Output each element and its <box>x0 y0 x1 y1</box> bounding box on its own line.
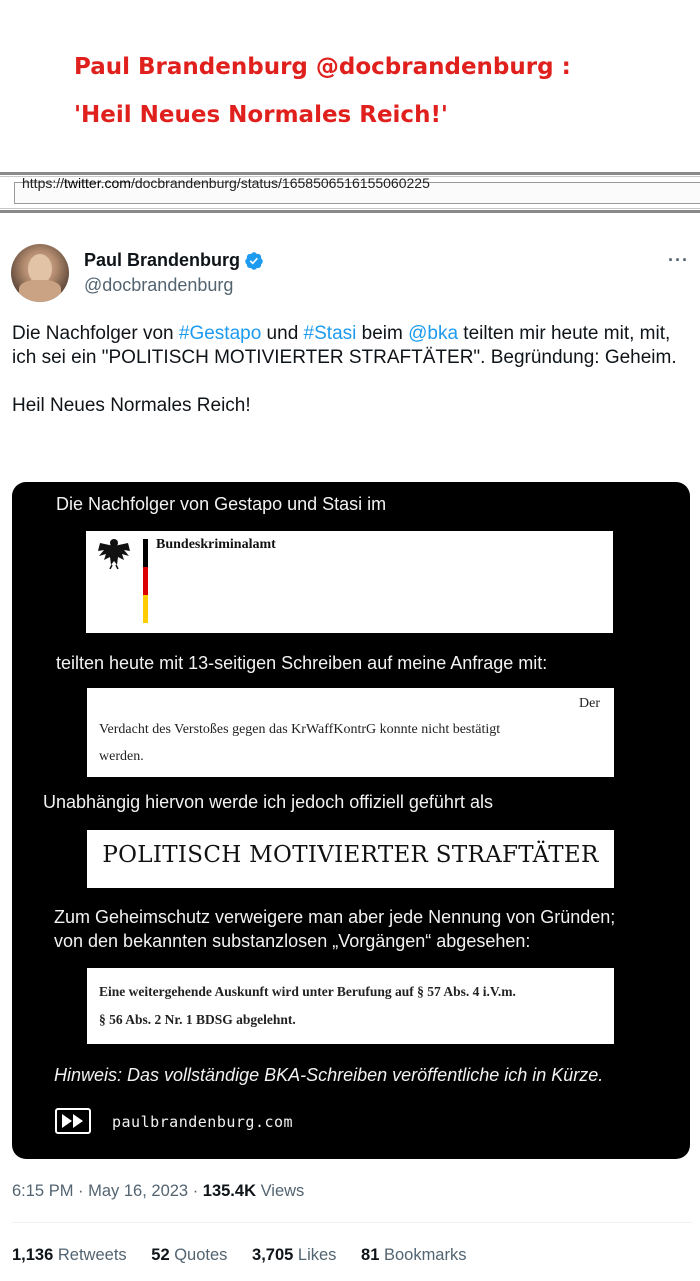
retweets-stat[interactable]: 1,136 Retweets <box>12 1246 127 1264</box>
tweet-paragraph-1: Die Nachfolger von #Gestapo und #Stasi beim @bka teilten mir heute mit, mit, ich sei ein "POLITISCH MOTIVIERTER STRAFTÄTER". Begründung: Geheim. <box>12 323 677 368</box>
url-bar <box>0 172 700 216</box>
more-options-icon[interactable]: ··· <box>668 250 689 270</box>
image-line-2: teilten heute mit 13-seitigen Schreiben auf meine Anfrage mit: <box>56 653 548 673</box>
views-count: 135.4K <box>202 1182 256 1200</box>
headline-line-2: 'Heil Neues Normales Reich!' <box>74 102 448 128</box>
divider <box>12 1222 692 1223</box>
quote-box-2: Eine weitergehende Auskunft wird unter Berufung auf § 57 Abs. 4 i.V.m. § 56 Abs. 2 Nr. 1 BDSG abgelehnt. <box>87 968 614 1044</box>
fast-forward-icon <box>55 1108 91 1134</box>
quote-box-1: Der Verdacht des Verstoßes gegen das KrWaffKontrG konnte nicht bestätigt werden. <box>87 688 614 777</box>
tweet-image[interactable] <box>12 482 690 1159</box>
bka-name: Bundeskriminalamt <box>156 537 276 552</box>
bookmarks-stat[interactable]: 81 Bookmarks <box>361 1246 467 1264</box>
author-name[interactable]: Paul Brandenburg <box>84 250 241 270</box>
author-handle[interactable]: @docbrandenburg <box>84 275 234 295</box>
tweet-meta: 6:15 PM · May 16, 2023 · 135.4K Views <box>12 1182 305 1200</box>
hashtag-stasi[interactable]: #Stasi <box>303 323 357 344</box>
image-site-url: paulbrandenburg.com <box>112 1113 294 1131</box>
label-box <box>87 830 614 888</box>
image-line-1: Die Nachfolger von Gestapo und Stasi im <box>56 494 387 514</box>
quotes-stat[interactable]: 52 Quotes <box>151 1246 228 1264</box>
federal-eagle-icon <box>96 537 132 569</box>
likes-stat[interactable]: 3,705 Likes <box>252 1246 337 1264</box>
image-line-4a: Zum Geheimschutz verweigere man aber jede Nennung von Gründen; <box>54 907 616 927</box>
tweet-time[interactable]: 6:15 PM <box>12 1182 74 1200</box>
image-hint: Hinweis: Das vollständige BKA-Schreiben veröffentliche ich in Kürze. <box>54 1065 604 1085</box>
tweet-paragraph-2: Heil Neues Normales Reich! <box>12 395 251 416</box>
tweet-text <box>12 322 696 442</box>
tweet-date[interactable]: May 16, 2023 <box>88 1182 189 1200</box>
bka-letterhead <box>86 531 613 633</box>
verified-badge-icon <box>244 251 264 271</box>
image-line-4b: von den bekannten substanzlosen „Vorgängen“ abgesehen: <box>54 931 531 951</box>
tweet-stats <box>12 1246 486 1265</box>
mention-bka[interactable]: @bka <box>408 323 459 344</box>
headline-line-1: Paul Brandenburg @docbrandenburg : <box>74 54 571 80</box>
politisch-motivierter-label: POLITISCH MOTIVIERTER STRAFTÄTER <box>102 842 599 868</box>
hashtag-gestapo[interactable]: #Gestapo <box>178 323 262 344</box>
image-line-3: Unabhängig hiervon werde ich jedoch offiziell geführt als <box>43 792 493 812</box>
avatar[interactable] <box>11 244 69 302</box>
url-text[interactable]: https://twitter.com/docbrandenburg/status/1658506516155060225 <box>22 175 430 191</box>
